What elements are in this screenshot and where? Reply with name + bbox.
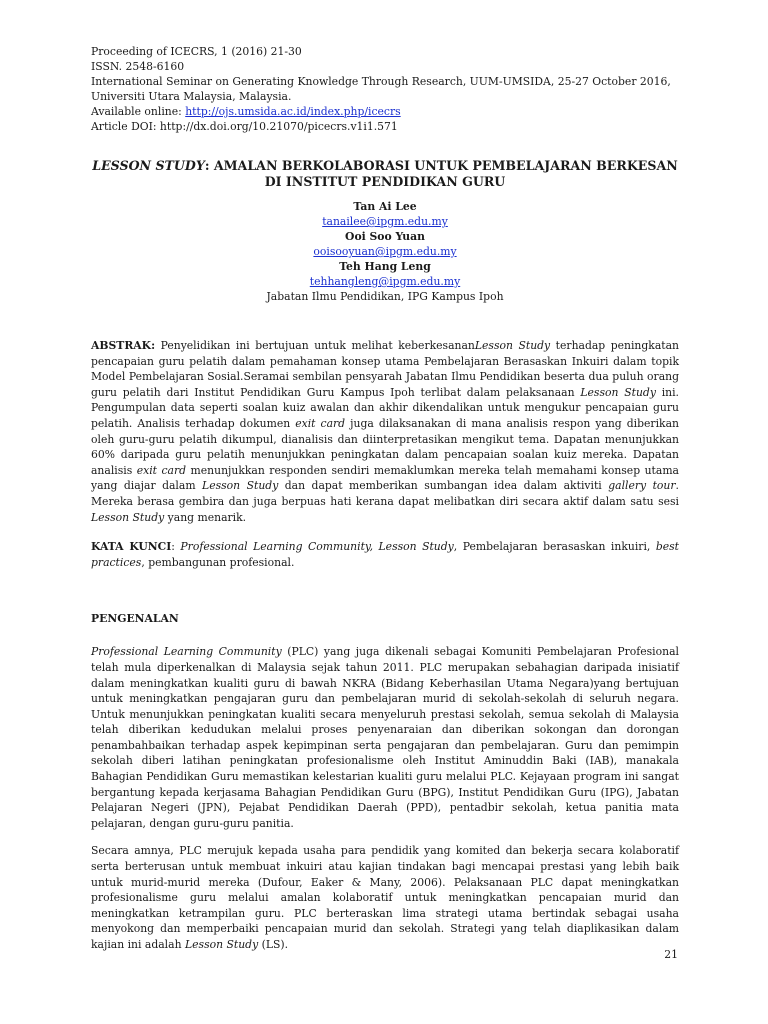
- body-paragraph: [91, 644, 679, 831]
- keywords-italic: best practices: [91, 540, 679, 569]
- author-email[interactable]: ooisooyuan@ipgm.edu.my: [313, 245, 457, 258]
- keywords-text: , Pembelajaran berasaskan inkuiri,: [453, 540, 656, 554]
- abstract-text: Penyelidikan ini bertujuan untuk melihat keberkesanan: [155, 339, 475, 352]
- abstract-italic: gallery tour: [608, 479, 676, 493]
- abstract-label: ABSTRAK:: [91, 339, 156, 352]
- paragraph-text: Secara amnya, PLC merujuk kepada usaha para pendidik yang komited dan bekerja secara kolaboratif serta berterusan untuk membuat inkuiri atau kajian tindakan bagi mencapai prestasi yang lebih baik untuk murid-murid mereka (Dufour, Eaker & Many, 2006). Pelaksanaan PLC dapat meningkatkan profesionalisme guru melalui amalan kolaboratif untuk meningkatkan pencapaian murid dan meningkatkan ketrampilan guru. PLC berteraskan lima strategi utama bertindak sebagai usaha menyokong dan memperbaiki pencapaian murid dan sekolah. Strategi yang telah diaplikasikan dalam kajian ini adalah: [91, 844, 679, 951]
- issn: ISSN. 2548-6160: [91, 60, 185, 73]
- journal-citation: Proceeding of ICECRS, 1 (2016) 21-30: [91, 45, 302, 58]
- journal-link[interactable]: http://ojs.umsida.ac.id/index.php/icecrs: [185, 105, 401, 118]
- proceeding-header: [91, 44, 679, 134]
- author-name: Ooi Soo Yuan: [345, 230, 425, 243]
- paper-title: [91, 158, 679, 190]
- abstract-text: . Mereka berasa gembira dan juga berpuas hati kerana dapat melibatkan diri secara aktif dalam satu sesi: [91, 479, 679, 508]
- keywords-text: :: [171, 540, 181, 554]
- abstract-text: terhadap peningkatan pencapaian guru pelatih dalam pemahaman konsep utama Pembelajaran Berasaskan Inkuiri dalam topik Model Pembelajaran Sosial.Seramai sembilan pensyarah Jabatan Ilmu Pendidikan beserta dua puluh orang guru pelatih dari Institut Pendidikan Guru Kampus Ipoh terlibat dalam pelaksanaan: [91, 339, 680, 399]
- affiliation: Jabatan Ilmu Pendidikan, IPG Kampus Ipoh: [266, 290, 504, 303]
- title-italic: LESSON STUDY: [92, 158, 205, 173]
- abstract-text: menunjukkan responden sendiri memaklumkan mereka telah memahami konsep utama yang diajar dalam: [91, 463, 679, 493]
- abstract-text: dan dapat memberikan sumbangan idea dalam aktiviti: [278, 479, 609, 493]
- abstract-text: yang menarik.: [164, 510, 247, 524]
- keywords-label: KATA KUNCI: [91, 540, 172, 554]
- author-email[interactable]: tehhangleng@ipgm.edu.my: [309, 275, 461, 288]
- abstract: [91, 338, 679, 525]
- section-heading: PENGENALAN: [91, 612, 179, 626]
- paragraph-italic: Professional Learning Community: [91, 645, 282, 659]
- author-name: Tan Ai Lee: [353, 200, 417, 213]
- article-doi: Article DOI: http://dx.doi.org/10.21070/picecrs.v1i1.571: [91, 120, 398, 133]
- paragraph-italic: Lesson Study: [184, 938, 259, 951]
- page-number: 21: [664, 948, 678, 961]
- available-online: [91, 104, 679, 119]
- author-name: Teh Hang Leng: [339, 260, 431, 273]
- author-email[interactable]: tanailee@ipgm.edu.my: [322, 215, 448, 228]
- abstract-italic: exit card: [295, 416, 346, 430]
- title-rest: : AMALAN BERKOLABORASI UNTUK PEMBELAJARAN BERKESAN DI INSTITUT PENDIDIKAN GURU: [204, 158, 678, 189]
- abstract-italic: Lesson Study: [202, 479, 279, 493]
- paragraph-text: (LS).: [258, 938, 289, 951]
- keywords-italic: Professional Learning Community, Lesson Study: [180, 540, 454, 554]
- paper-page: [91, 44, 679, 953]
- paragraph-text: (PLC) yang juga dikenali sebagai Komuniti Pembelajaran Profesional telah mula diperkenalkan di Malaysia sejak tahun 2011. PLC merupakan sebahagian daripada inisiatif dalam meningkatkan kualiti guru di bawah NKRA (Bidang Keberhasilan Utama Negara)yang bertujuan untuk meningkatkan pengajaran guru dan pembelajaran murid di sekolah-sekolah di seluruh negara. Untuk menunjukkan peningkatan kualiti secara menyeluruh prestasi sekolah, semua sekolah di Malaysia telah diberikan kedudukan melalui proses penyenaraian dan diberikan sokongan dan dorongan penambahbaikan terhadap aspek kepimpinan serta pengajaran dan pembelajaran. Guru dan pemimpin sekolah diberi latihan peningkatan profesionalisme oleh Institut Aminuddin Baki (IAB), manakala Bahagian Pendidikan Guru memastikan kelestarian kualiti guru melalui PLC. Kejayaan program ini sangat bergantung kepada kerjasama Bahagian Pendidikan Guru (BPG), Institut Pendidikan Guru (IPG), Jabatan Pelajaran Negeri (JPN), Pejabat Pendidikan Daerah (PPD), pentadbir sekolah, ketua panitia mata pelajaran, dengan guru-guru panitia.: [91, 645, 679, 830]
- abstract-text: ini. Pengumpulan data seperti soalan kuiz awalan dan akhir dikendalikan untuk mengukur pencapaian guru pelatih. Analisis terhadap dokumen: [91, 385, 679, 430]
- body-paragraph: [91, 843, 679, 952]
- abstract-italic: Lesson Study: [91, 510, 165, 524]
- keywords: [91, 539, 679, 570]
- abstract-italic: Lesson Study: [580, 385, 656, 399]
- abstract-italic: Lesson Study: [474, 339, 551, 352]
- abstract-italic: exit card: [136, 463, 187, 477]
- available-label: Available online:: [91, 105, 186, 118]
- seminar-info: International Seminar on Generating Knowledge Through Research, UUM-UMSIDA, 25-27 October 2016, Universiti Utara Malaysia, Malaysia.: [91, 75, 671, 103]
- author-block: [91, 199, 679, 304]
- keywords-text: , pembangunan profesional.: [141, 555, 295, 569]
- abstract-text: juga dilaksanakan di mana analisis respon yang diberikan oleh guru-guru pelatih dikumpul, dianalisis dan diinterpretasikan mengikut tema. Dapatan menunjukkan 60% daripada guru pelatih menunjukkan peningkatan dalam pencapaian soalan kuiz mereka. Dapatan analisis: [91, 416, 679, 477]
